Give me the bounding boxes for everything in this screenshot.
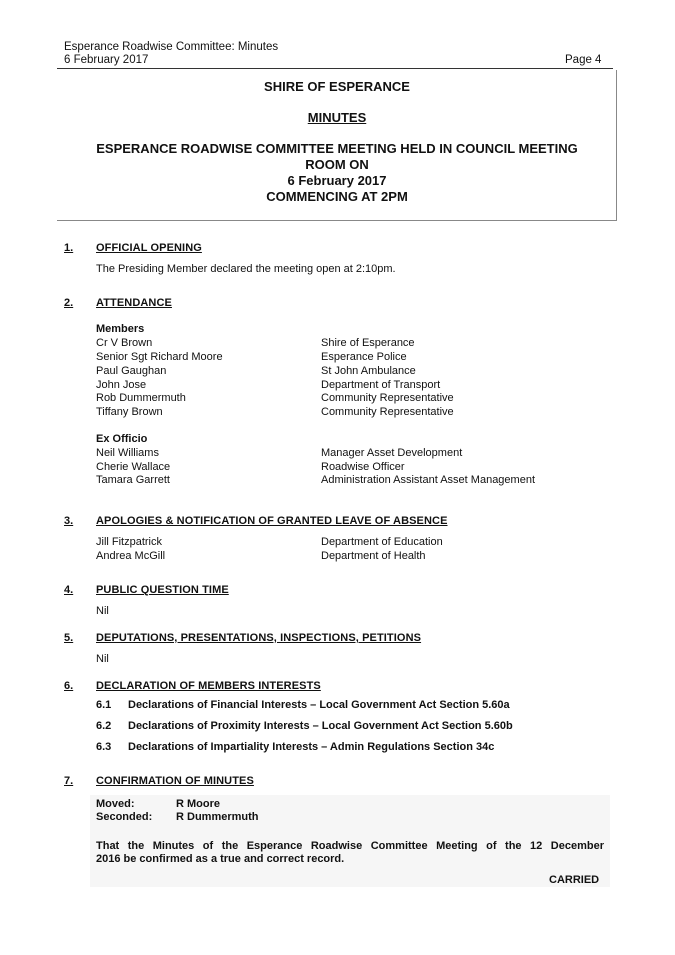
member-name: Cr V Brown	[96, 337, 153, 349]
moved-label: Moved:	[96, 798, 135, 810]
exofficio-name: Tamara Garrett	[96, 474, 170, 486]
member-name: John Jose	[96, 379, 147, 391]
section-6-heading: DECLARATION OF MEMBERS INTERESTS	[96, 680, 321, 692]
member-org: St John Ambulance	[321, 365, 416, 377]
section-7-number: 7.	[64, 775, 74, 787]
apology-name: Andrea McGill	[96, 550, 166, 562]
moved-value: R Moore	[176, 798, 220, 810]
section-5-heading: DEPUTATIONS, PRESENTATIONS, INSPECTIONS, PETITIONS	[96, 632, 422, 644]
section-4-heading: PUBLIC QUESTION TIME	[96, 584, 229, 596]
seconded-value: R Dummermuth	[176, 811, 259, 823]
section-2-heading: ATTENDANCE	[96, 297, 172, 309]
member-name: Rob Dummermuth	[96, 392, 186, 404]
section-7-heading: CONFIRMATION OF MINUTES	[96, 775, 254, 787]
resolution-line2: 2016 be confirmed as a true and correct record.	[96, 853, 345, 865]
resolution-line1: That the Minutes of the Esperance Roadwise Committee Meeting of the 12 December	[96, 840, 604, 852]
member-name: Senior Sgt Richard Moore	[96, 351, 223, 363]
section-2-number: 2.	[64, 297, 74, 309]
declaration-number: 6.2	[96, 720, 112, 732]
member-org: Community Representative	[321, 392, 454, 404]
section-3-heading: APOLOGIES & NOTIFICATION OF GRANTED LEAVE OF ABSENCE	[96, 515, 448, 527]
members-label: Members	[96, 323, 145, 335]
exofficio-role: Administration Assistant Asset Management	[321, 474, 535, 486]
header-rule	[57, 68, 613, 69]
commencing-time: COMMENCING AT 2PM	[266, 189, 408, 204]
section-5-text: Nil	[96, 653, 109, 665]
apology-org: Department of Health	[321, 550, 426, 562]
meeting-title-line1: ESPERANCE ROADWISE COMMITTEE MEETING HELD IN COUNCIL MEETING	[96, 141, 578, 156]
section-1-text: The Presiding Member declared the meeting open at 2:10pm.	[96, 263, 396, 275]
seconded-label: Seconded:	[96, 811, 153, 823]
minutes-title	[57, 110, 617, 126]
exofficio-role: Roadwise Officer	[321, 461, 405, 473]
declaration-number: 6.1	[96, 699, 112, 711]
meeting-date: 6 February 2017	[287, 173, 387, 188]
member-name: Tiffany Brown	[96, 406, 163, 418]
declaration-number: 6.3	[96, 741, 112, 753]
section-3-number: 3.	[64, 515, 74, 527]
member-org: Esperance Police	[321, 351, 407, 363]
apology-name: Jill Fitzpatrick	[96, 536, 163, 548]
exofficio-label: Ex Officio	[96, 433, 148, 445]
running-header-date: 6 February 2017	[64, 54, 149, 66]
member-org: Shire of Esperance	[321, 337, 415, 349]
apology-org: Department of Education	[321, 536, 443, 548]
member-org: Department of Transport	[321, 379, 441, 391]
member-name: Paul Gaughan	[96, 365, 167, 377]
minutes-title-text: MINUTES	[307, 110, 367, 125]
running-header-title: Esperance Roadwise Committee: Minutes	[64, 41, 279, 53]
section-4-number: 4.	[64, 584, 74, 596]
declaration-text: Declarations of Financial Interests – Local Government Act Section 5.60a	[128, 699, 510, 711]
section-5-number: 5.	[64, 632, 74, 644]
shire-title: SHIRE OF ESPERANCE	[264, 79, 410, 94]
exofficio-role: Manager Asset Development	[321, 447, 463, 459]
page-number: Page 4	[565, 54, 602, 66]
meeting-title-line2: ROOM ON	[305, 157, 369, 172]
section-1-heading: OFFICIAL OPENING	[96, 242, 202, 254]
exofficio-name: Neil Williams	[96, 447, 159, 459]
declaration-text: Declarations of Impartiality Interests – Admin Regulations Section 34c	[128, 741, 495, 753]
exofficio-name: Cherie Wallace	[96, 461, 171, 473]
member-org: Community Representative	[321, 406, 454, 418]
declaration-text: Declarations of Proximity Interests – Local Government Act Section 5.60b	[128, 720, 513, 732]
section-6-number: 6.	[64, 680, 74, 692]
section-1-number: 1.	[64, 242, 74, 254]
carried-status: CARRIED	[549, 874, 600, 886]
section-4-text: Nil	[96, 605, 109, 617]
